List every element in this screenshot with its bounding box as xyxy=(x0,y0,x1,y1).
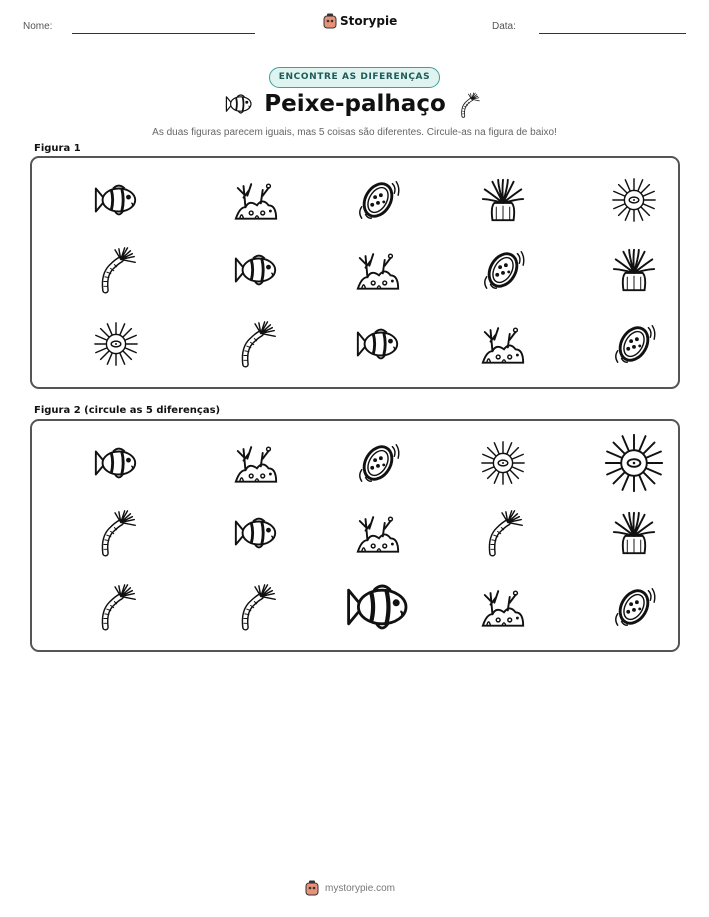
page-title: Peixe-palhaço xyxy=(264,91,446,117)
tube-worm-icon xyxy=(232,583,280,631)
sea-urchin-icon xyxy=(610,176,658,224)
figure2-item-coral[interactable] xyxy=(479,583,527,636)
sea-urchin-icon xyxy=(479,439,527,487)
anemone-icon xyxy=(610,509,658,557)
figure2-item-clownfish[interactable] xyxy=(343,572,413,647)
tube-worm-icon xyxy=(232,320,280,368)
figure1-item-coral xyxy=(354,246,402,299)
coral-icon xyxy=(232,439,280,487)
sponge-icon xyxy=(354,439,402,487)
figure2-item-clownfish[interactable] xyxy=(92,439,140,492)
sponge-icon xyxy=(610,583,658,631)
figure1-item-clownfish xyxy=(232,246,280,299)
figure2-item-coral[interactable] xyxy=(232,439,280,492)
figure2-item-coral[interactable] xyxy=(354,509,402,562)
figure1-item-anemone xyxy=(610,246,658,299)
figure1-item-anemone xyxy=(479,176,527,229)
figure2-item-tube-worm[interactable] xyxy=(232,583,280,636)
figure1-item-sea-urchin xyxy=(610,176,658,229)
clownfish-icon xyxy=(354,320,402,368)
figure-1-label: Figura 1 xyxy=(34,143,81,154)
figure1-item-sponge xyxy=(610,320,658,373)
instructions: As duas figuras parecem iguais, mas 5 coisas são diferentes. Circule-as na figura de baixo! xyxy=(152,127,557,138)
date-label: Data: xyxy=(492,21,516,32)
footer-url[interactable]: mystorypie.com xyxy=(325,882,396,894)
tube-worm-icon xyxy=(92,583,140,631)
sponge-icon xyxy=(610,320,658,368)
figure1-item-tube-worm xyxy=(92,246,140,299)
figure1-item-clownfish xyxy=(92,176,140,229)
storypie-mascot-icon xyxy=(323,13,337,29)
brand-name: Storypie xyxy=(340,14,398,28)
clownfish-icon xyxy=(92,176,140,224)
find-differences-badge: ENCONTRE AS DIFERENÇAS xyxy=(269,67,440,88)
coral-icon xyxy=(479,583,527,631)
clownfish-icon xyxy=(92,439,140,487)
title-clownfish-icon xyxy=(224,92,254,121)
clownfish-icon xyxy=(232,246,280,294)
figure1-item-tube-worm xyxy=(232,320,280,373)
figure2-item-sea-urchin[interactable] xyxy=(602,431,666,500)
figure-2-panel[interactable] xyxy=(30,419,680,652)
coral-icon xyxy=(479,320,527,368)
sea-urchin-icon xyxy=(602,431,666,495)
tube-worm-icon xyxy=(92,509,140,557)
figure-1-panel xyxy=(30,156,680,389)
coral-icon xyxy=(354,246,402,294)
tube-worm-icon xyxy=(479,509,527,557)
coral-icon xyxy=(232,176,280,224)
figure2-item-sponge[interactable] xyxy=(354,439,402,492)
sea-urchin-icon xyxy=(92,320,140,368)
storypie-mascot-icon xyxy=(305,880,319,896)
figure2-item-sponge[interactable] xyxy=(610,583,658,636)
figure-2-label: Figura 2 (circule as 5 diferenças) xyxy=(34,405,221,416)
figure2-item-tube-worm[interactable] xyxy=(92,509,140,562)
figure1-item-coral xyxy=(479,320,527,373)
figure2-item-tube-worm[interactable] xyxy=(479,509,527,562)
sponge-icon xyxy=(479,246,527,294)
date-line[interactable] xyxy=(539,33,686,34)
figure2-item-sea-urchin[interactable] xyxy=(479,439,527,492)
clownfish-icon xyxy=(232,509,280,557)
name-label: Nome: xyxy=(23,21,53,32)
figure1-item-sponge xyxy=(479,246,527,299)
name-line[interactable] xyxy=(72,33,255,34)
figure2-item-clownfish[interactable] xyxy=(232,509,280,562)
figure2-item-anemone[interactable] xyxy=(610,509,658,562)
brand-logo xyxy=(323,13,397,29)
coral-icon xyxy=(354,509,402,557)
footer xyxy=(305,880,395,896)
figure1-item-clownfish xyxy=(354,320,402,373)
tube-worm-icon xyxy=(92,246,140,294)
title-tube-worm-icon xyxy=(456,90,482,125)
figure1-item-coral xyxy=(232,176,280,229)
clownfish-icon xyxy=(343,572,413,642)
anemone-icon xyxy=(610,246,658,294)
figure1-item-sea-urchin xyxy=(92,320,140,373)
anemone-icon xyxy=(479,176,527,224)
figure2-item-tube-worm[interactable] xyxy=(92,583,140,636)
sponge-icon xyxy=(354,176,402,224)
figure1-item-sponge xyxy=(354,176,402,229)
